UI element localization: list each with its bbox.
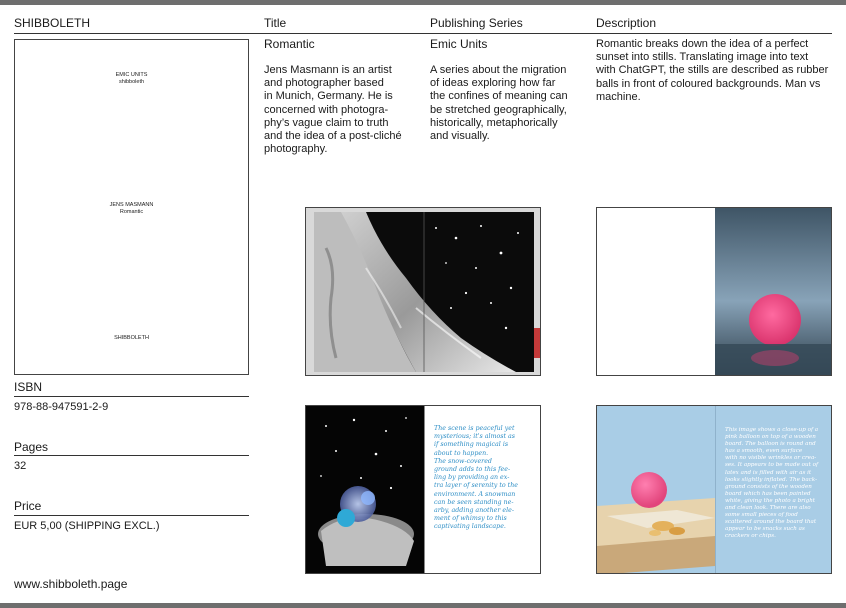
spread3-gutter [424, 406, 425, 574]
spread-pink-balloon [596, 405, 832, 574]
book-cover [14, 39, 249, 375]
top-bar [0, 0, 846, 5]
publisher-name: SHIBBOLETH [14, 16, 91, 30]
spread-pink-sunset [596, 207, 832, 376]
description-column-header: Description [596, 16, 657, 30]
pages-value: 32 [14, 460, 27, 472]
isbn-label: ISBN [14, 380, 43, 394]
pink-balloon-image [597, 406, 715, 574]
series-column-header: Publishing Series [430, 16, 523, 30]
price-rule [14, 515, 249, 516]
book-description: Romantic breaks down the idea of a perfect sunset into stills. Translating image into text with ChatGPT, the stills are described as rubber balls in front of coloured backgrounds. Man vs machine. [596, 38, 829, 103]
isbn-value: 978-88-947591-2-9 [14, 401, 109, 413]
header-rule [14, 33, 832, 34]
snow-scene-text: The scene is peaceful yet mysterious; it's almost as if something magical is about to happen. The snow-covered ground adds to this fee- ling by providing an ex- tra layer of serenity to the environment. A snowman can be seen standing ne- arby, adding another ele- ment of whimsy to this captivating landscape. [434, 425, 518, 531]
website-link[interactable]: www.shibboleth.page [14, 577, 128, 591]
cover-series: EMIC UNITS shibboleth [115, 72, 148, 85]
cover-author-title: JENS MASMANN Romantic [109, 202, 154, 215]
pages-rule [14, 455, 249, 456]
spread-snow-scene [305, 405, 541, 574]
snow-scene-image [306, 406, 424, 574]
series-name: Emic Units [430, 37, 488, 51]
bottom-bar [0, 603, 846, 608]
cover-publisher: SHIBBOLETH [114, 335, 149, 341]
isbn-rule [14, 396, 249, 397]
title-column-header: Title [264, 16, 287, 30]
book-title: Romantic [264, 37, 315, 51]
price-label: Price [14, 499, 42, 513]
series-description: A series about the migration of ideas exploring how far the confines of meaning can be stretched geographically, historically, metaphorically and visually. [430, 64, 568, 143]
pages-label: Pages [14, 440, 49, 454]
author-bio: Jens Masmann is an artist and photographer based in Munich, Germany. He is concerned with photogra- phy’s vague claim to truth and the idea of a post-cliché photography. [264, 64, 402, 156]
pink-balloon-text: This image shows a close-up of a pink balloon on top of a wooden board. The balloon is round and has a smooth, even surface with no visible wrinkles or crea- ses. It appears to be made out of latex and is filled with air as it looks slightly inflated. The back- ground consists of the wooden board which has been painted white, giving the photo a bright and clean look. There are also some small pieces of food scattered around the board that appear to be snacks such as crackers or chips. [725, 427, 819, 540]
price-value: EUR 5,00 (SHIPPING EXCL.) [14, 520, 160, 532]
moon-surface-image [306, 208, 541, 376]
spread-moon-surface [305, 207, 541, 376]
spread4-gutter [715, 406, 716, 574]
pink-sunset-image [597, 208, 832, 376]
